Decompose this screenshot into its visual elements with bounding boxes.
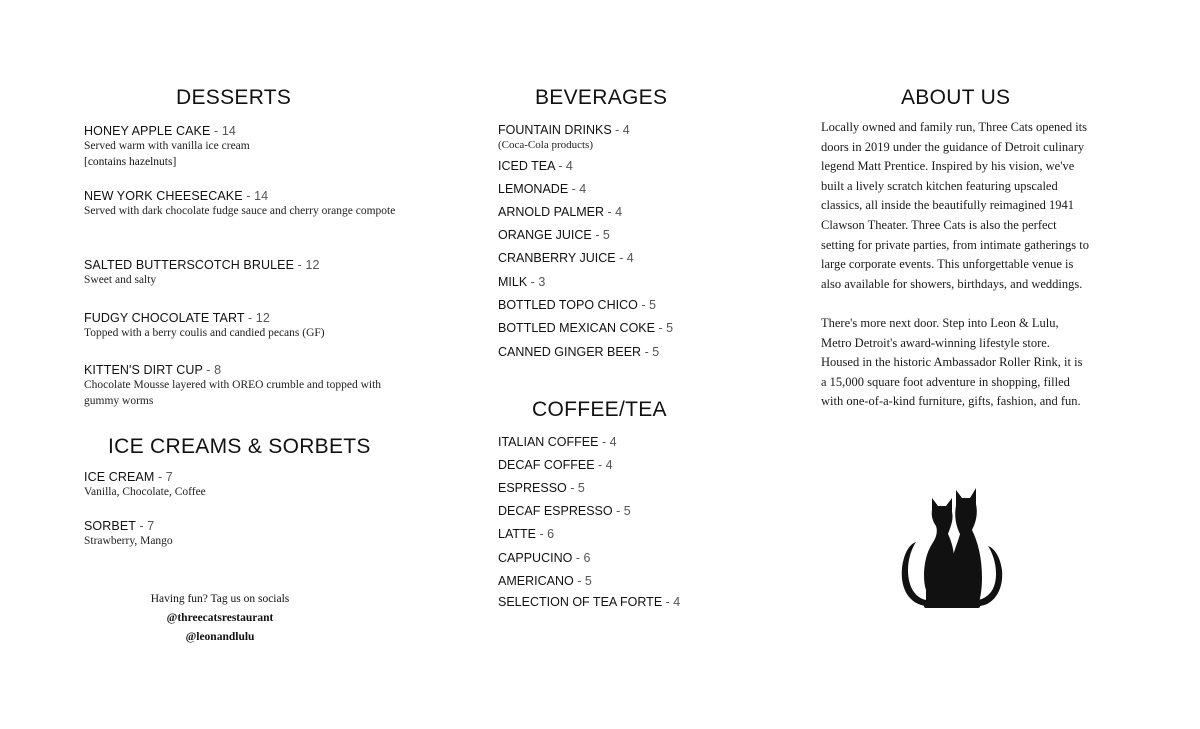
item-name: KITTEN'S DIRT CUP [84,363,207,377]
three-cats-logo-icon [896,486,1008,612]
menu-item: SALTED BUTTERSCOTCH BRULEE - 12 Sweet and salty [84,258,404,288]
item-name: SORBET [84,519,136,533]
beverage-item: BOTTLED TOPO CHICO - 5 [498,298,656,312]
item-name: SELECTION OF TEA FORTE [498,595,663,609]
item-name: ARNOLD PALMER [498,205,605,219]
item-name: LATTE [498,527,536,541]
about-paragraph: Locally owned and family run, Three Cats opened its doors in 2019 under the guidance of Detroit culinary legend Matt Prentice. Inspired by his vision, we've built a lively scratch kitchen featuring upscaled classics, all inside the beautifully reimagined 1941 Clawson Theater. Three Cats is also the perfect setting for private parties, from intimate gatherings to large corporate events. This unforgettable venue is also available for showers, birthdays, and weddings. [821,120,1089,291]
beverage-item: ORANGE JUICE - 5 [498,228,610,242]
item-name: ICE CREAM [84,470,155,484]
item-price: 7 [165,470,173,484]
menu-item: NEW YORK CHEESECAKE - 14 Served with dark chocolate fudge sauce and cherry orange compote [84,189,404,219]
social-handle-leonandlulu: @leonandlulu [185,631,255,643]
item-price: 12 [305,258,320,272]
item-price: 8 [214,363,222,377]
beverage-item: LEMONADE - 4 [498,182,587,196]
beverage-item: AMERICANO - 5 [498,574,592,588]
item-name: ESPRESSO [498,481,567,495]
item-name: BOTTLED TOPO CHICO [498,298,638,312]
item-description: Served with dark chocolate fudge sauce and cherry orange compote [84,205,396,217]
item-price: 4 [609,435,617,449]
menu-item: KITTEN'S DIRT CUP - 8 Chocolate Mousse layered with OREO crumble and topped with gummy worms [84,363,404,409]
item-description: Topped with a berry coulis and candied pecans (GF) [84,327,325,339]
beverage-item: MILK - 3 [498,275,546,289]
beverage-item: CANNED GINGER BEER - 5 [498,345,660,359]
about-text [821,118,1091,432]
item-price: 14 [221,124,236,138]
beverage-item: CRANBERRY JUICE - 4 [498,251,634,265]
beverage-item: ESPRESSO - 5 [498,481,585,495]
item-name: MILK [498,275,528,289]
item-name: AMERICANO [498,574,574,588]
item-name: NEW YORK CHEESECAKE [84,189,243,203]
item-price: 4 [605,458,613,472]
item-name: FUDGY CHOCOLATE TART [84,311,245,325]
beverage-item: ITALIAN COFFEE - 4 [498,435,617,449]
item-description: Served warm with vanilla ice cream [84,140,250,152]
item-subnote: (Coca-Cola products) [498,139,593,151]
item-name: CAPPUCINO [498,551,573,565]
menu-item: HONEY APPLE CAKE - 14 Served warm with vanilla ice cream [contains hazelnuts] [84,124,404,170]
about-heading: ABOUT US [901,86,1011,109]
item-price: 14 [254,189,269,203]
allergen-note: [contains hazelnuts] [84,156,177,168]
item-price: 5 [584,574,592,588]
item-name: ICED TEA [498,159,555,173]
about-paragraph: There's more next door. Step into Leon & Lulu, Metro Detroit's award-winning lifestyle store. Housed in the historic Ambassador Roller Rink, it is a 15,000 square foot adventure in shopping, filled with one-of-a-kind furniture, gifts, fashion, and fun. [821,315,1083,409]
desserts-heading: DESSERTS [176,86,292,109]
social-intro: Having fun? Tag us on socials [150,593,290,605]
beverage-item: ICED TEA - 4 [498,159,573,173]
item-price: 4 [622,123,630,137]
item-description: Chocolate Mousse layered with OREO crumble and topped with gummy worms [84,379,382,407]
item-price: 5 [577,481,585,495]
ice-creams-heading: ICE CREAMS & SORBETS [108,435,371,458]
beverage-item: ARNOLD PALMER - 4 [498,205,623,219]
item-price: 5 [623,504,631,518]
beverage-item: CAPPUCINO - 6 [498,551,591,565]
item-name: DECAF COFFEE [498,458,595,472]
item-price: 4 [579,182,587,196]
beverages-heading: BEVERAGES [535,86,668,109]
beverage-item: FOUNTAIN DRINKS - 4 (Coca-Cola products) [498,123,630,151]
beverage-item: DECAF COFFEE - 4 [498,458,613,472]
item-name: LEMONADE [498,182,569,196]
item-price: 4 [565,159,573,173]
coffee-tea-heading: COFFEE/TEA [532,398,667,421]
item-description: Sweet and salty [84,274,157,286]
item-name: BOTTLED MEXICAN COKE [498,321,655,335]
social-handle-threecats: @threecatsrestaurant [166,612,274,624]
item-price: 6 [583,551,591,565]
item-description: Vanilla, Chocolate, Coffee [84,486,206,498]
beverage-item: LATTE - 6 [498,527,555,541]
item-name: DECAF ESPRESSO [498,504,613,518]
item-price: 5 [648,298,656,312]
item-price: 4 [615,205,623,219]
beverage-item: BOTTLED MEXICAN COKE - 5 [498,321,674,335]
item-price: 6 [547,527,555,541]
item-description: Strawberry, Mango [84,535,173,547]
menu-item: ICE CREAM - 7 Vanilla, Chocolate, Coffee [84,470,404,500]
item-price: 4 [626,251,634,265]
item-price: 5 [652,345,660,359]
item-name: FOUNTAIN DRINKS [498,123,612,137]
item-name: SALTED BUTTERSCOTCH BRULEE [84,258,295,272]
item-price: 4 [673,595,681,609]
item-price: 3 [538,275,546,289]
beverage-item: DECAF ESPRESSO - 5 [498,504,631,518]
item-name: ITALIAN COFFEE [498,435,599,449]
social-callout [120,590,320,647]
menu-item: FUDGY CHOCOLATE TART - 12 Topped with a berry coulis and candied pecans (GF) [84,311,404,341]
item-name: CANNED GINGER BEER [498,345,642,359]
item-name: ORANGE JUICE [498,228,592,242]
item-price: 12 [255,311,270,325]
item-name: HONEY APPLE CAKE [84,124,211,138]
item-price: 5 [602,228,610,242]
item-price: 5 [666,321,674,335]
item-price: 7 [147,519,155,533]
beverage-item: SELECTION OF TEA FORTE - 4 [498,595,681,609]
item-name: CRANBERRY JUICE [498,251,616,265]
menu-item: SORBET - 7 Strawberry, Mango [84,519,404,549]
